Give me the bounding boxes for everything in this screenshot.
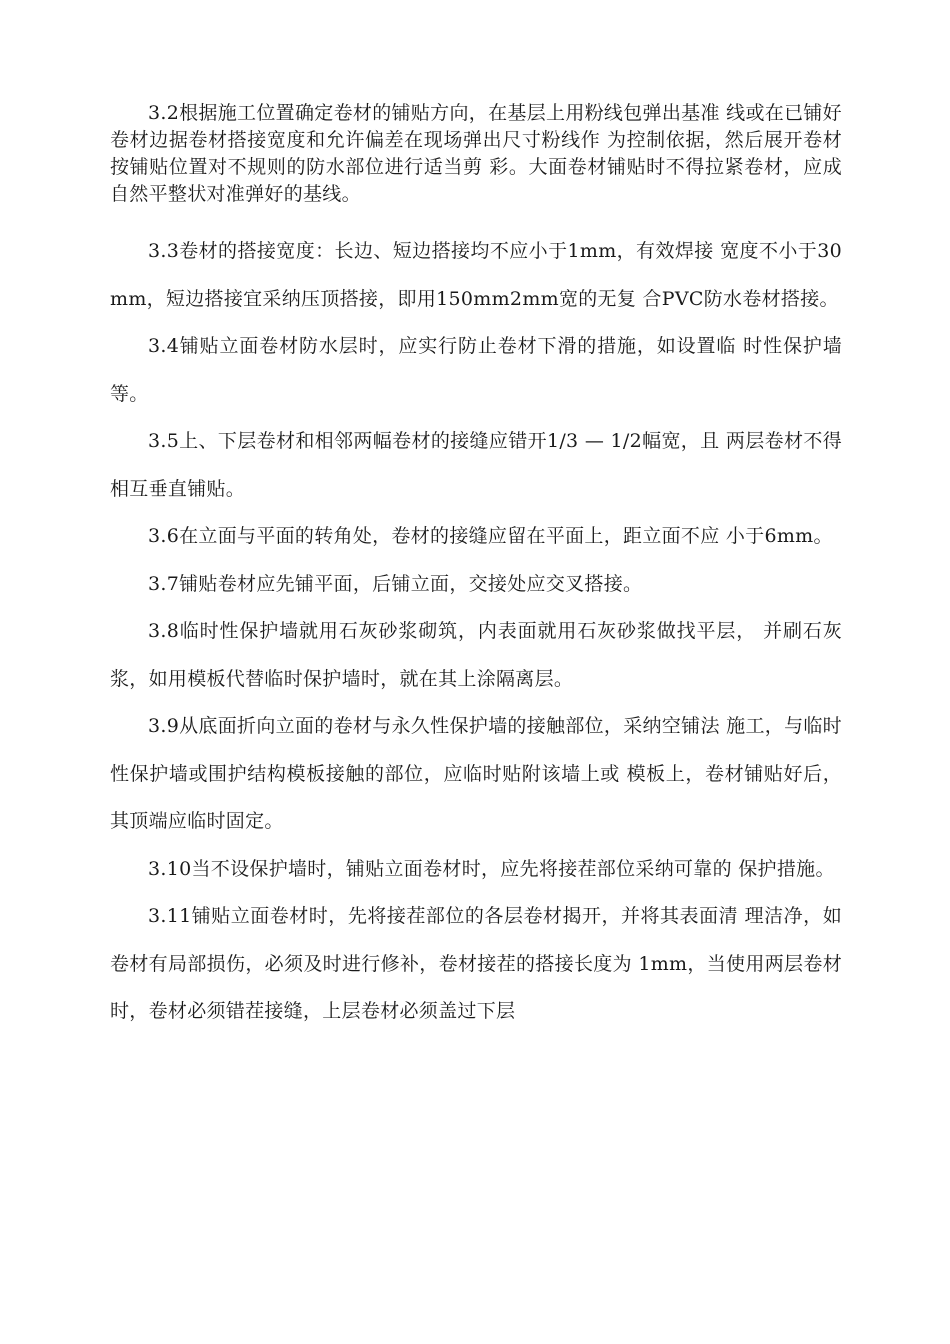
- paragraph-3-3: 3.3卷材的搭接宽度：长边、短边搭接均不应小于1mm，有效焊接 宽度不小于30mm，短边搭接宜采纳压顶搭接，即用150mm2mm宽的无复 合PVC防水卷材搭接。: [110, 240, 842, 310]
- paragraph-3-5: 3.5上、下层卷材和相邻两幅卷材的接缝应错开1/3 — 1/2幅宽，且 两层卷材不得相互垂直铺贴。: [110, 430, 842, 500]
- paragraph-3-4: 3.4铺贴立面卷材防水层时，应实行防止卷材下滑的措施，如设置临 时性保护墙等。: [110, 335, 842, 405]
- paragraph-3-2: 3.2根据施工位置确定卷材的铺贴方向，在基层上用粉线包弹出基准 线或在已铺好卷材边据卷材搭接宽度和允许偏差在现场弹出尺寸粉线作 为控制依据，然后展开卷材按铺贴位置对不规则的防水部位进行适当剪 彩。大面卷材铺贴时不得拉紧卷材，应成自然平整状对准弹好的基线。: [110, 102, 842, 205]
- paragraph-3-8: 3.8临时性保护墙就用石灰砂浆砌筑，内表面就用石灰砂浆做找平层， 并刷石灰浆，如用模板代替临时保护墙时，就在其上涂隔离层。: [110, 620, 842, 690]
- paragraph-3-10: 3.10当不设保护墙时，铺贴立面卷材时，应先将接茬部位采纳可靠的 保护措施。: [148, 857, 835, 880]
- document-body: [110, 100, 842, 1036]
- paragraph-3-11: 3.11铺贴立面卷材时，先将接茬部位的各层卷材揭开，并将其表面清 理洁净，如卷材有局部损伤，必须及时进行修补，卷材接茬的搭接长度为 1mm，当使用两层卷材时，卷材必须错茬接缝，上层卷材必须盖过下层: [110, 905, 842, 1022]
- paragraph-3-6: 3.6在立面与平面的转角处，卷材的接缝应留在平面上，距立面不应 小于6mm。: [148, 525, 833, 547]
- paragraph-3-7: 3.7铺贴卷材应先铺平面，后铺立面，交接处应交叉搭接。: [148, 572, 643, 595]
- paragraph-3-9: 3.9从底面折向立面的卷材与永久性保护墙的接触部位，采纳空铺法 施工，与临时性保护墙或围护结构模板接触的部位，应临时贴附该墙上或 模板上，卷材铺贴好后，其顶端应临时固定。: [110, 715, 842, 832]
